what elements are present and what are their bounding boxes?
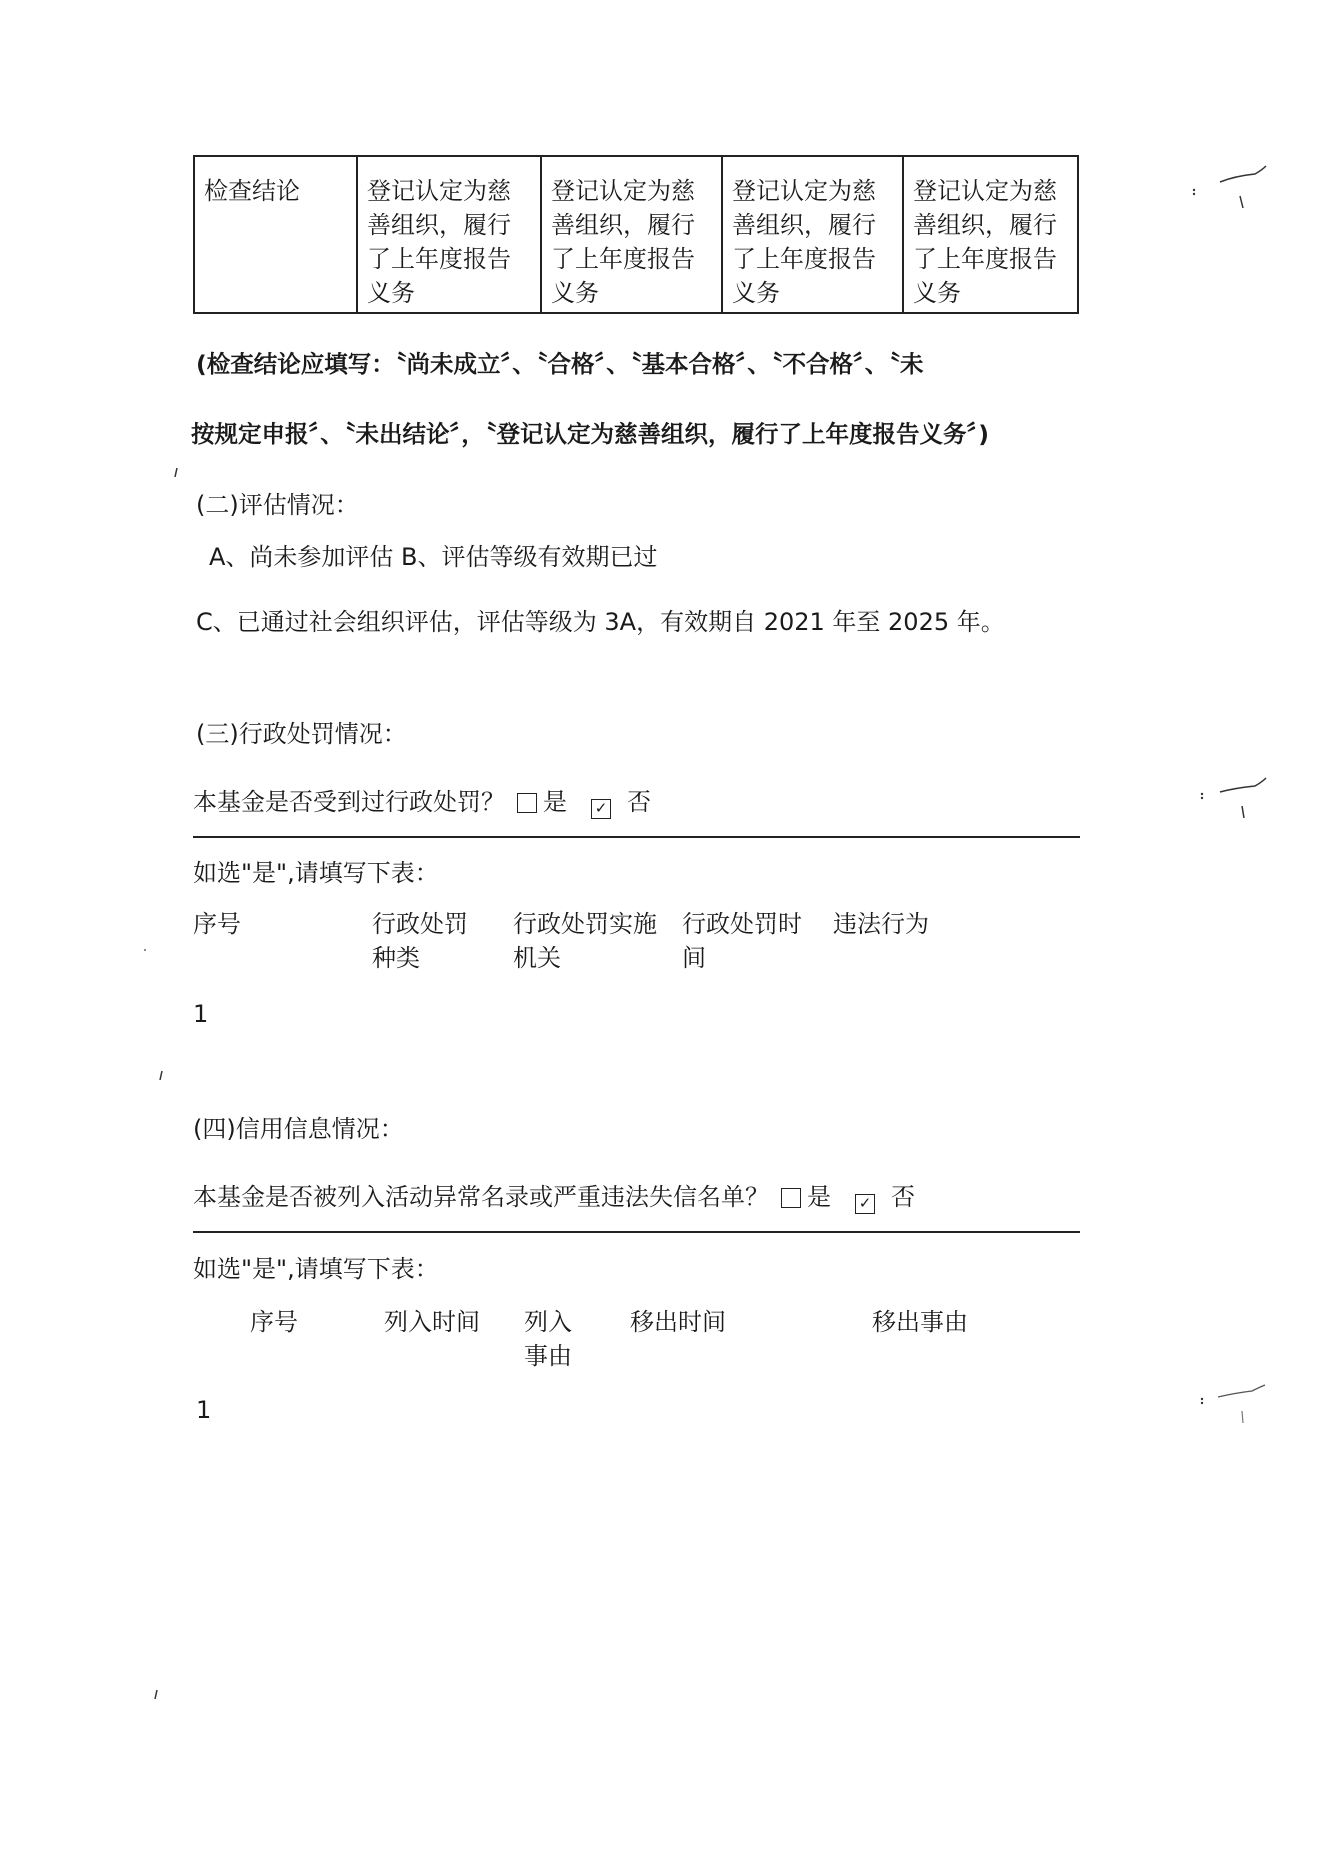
column-header: 序号 [193, 910, 241, 938]
scan-mark [1180, 1375, 1270, 1435]
evaluation-option-ab: A、尚未参加评估 B、评估等级有效期已过 [209, 543, 658, 571]
divider [193, 836, 1080, 838]
conclusion-label: 检查结论 [194, 156, 357, 313]
column-header: 移出时间 [630, 1308, 726, 1336]
scan-mark [150, 1687, 162, 1707]
penalty-question-row [193, 785, 651, 819]
penalty-yes-checkbox[interactable] [517, 793, 537, 813]
conclusion-cell: 登记认定为慈善组织，履行了上年度报告义务 [722, 156, 903, 313]
credit-yes-checkbox[interactable] [781, 1188, 801, 1208]
credit-no-label: 否 [891, 1183, 915, 1211]
conclusion-cell: 登记认定为慈善组织，履行了上年度报告义务 [903, 156, 1078, 313]
column-header: 列入事由 [524, 1308, 572, 1370]
penalty-yes-label: 是 [543, 788, 567, 816]
conclusion-cell: 登记认定为慈善组织，履行了上年度报告义务 [541, 156, 722, 313]
scan-mark [140, 945, 150, 955]
scan-mark [1180, 160, 1270, 220]
credit-question-row [193, 1180, 915, 1214]
conclusion-table [193, 155, 1079, 314]
scan-mark [1180, 770, 1270, 830]
penalty-question: 本基金是否受到过行政处罚？ [193, 788, 505, 816]
penalty-instruction: 如选"是",请填写下表： [193, 859, 439, 887]
penalty-no-checkbox[interactable]: ✓ [591, 799, 611, 819]
table-row [194, 156, 1078, 313]
credit-heading: (四)信用信息情况： [193, 1115, 404, 1143]
evaluation-heading: (二)评估情况： [196, 491, 359, 519]
scan-mark [170, 465, 182, 485]
credit-question: 本基金是否被列入活动异常名录或严重违法失信名单？ [193, 1183, 769, 1211]
column-header: 行政处罚时间 [682, 910, 802, 972]
penalty-row-index: 1 [193, 1000, 209, 1028]
column-header: 移出事由 [872, 1308, 968, 1336]
column-header: 列入时间 [384, 1308, 480, 1336]
column-header: 行政处罚种类 [372, 910, 468, 972]
column-header: 违法行为 [833, 910, 929, 938]
evaluation-option-c: C、已通过社会组织评估，评估等级为 3A，有效期自 2021 年至 2025 年。 [196, 608, 1005, 636]
divider [193, 1231, 1080, 1233]
credit-instruction: 如选"是",请填写下表： [193, 1255, 439, 1283]
column-header: 序号 [250, 1308, 298, 1336]
penalty-heading: (三)行政处罚情况： [196, 720, 407, 748]
credit-row-index: 1 [196, 1396, 212, 1424]
penalty-no-label: 否 [627, 788, 651, 816]
scan-mark [155, 1068, 167, 1088]
note-line-1: (检查结论应填写：〝尚未成立〞、〝合格〞、〝基本合格〞、〝不合格〞、〝未 [196, 350, 924, 378]
note-line-2: 按规定申报〞、〝未出结论〞，〝登记认定为慈善组织，履行了上年度报告义务〞) [191, 420, 989, 448]
credit-yes-label: 是 [807, 1183, 831, 1211]
credit-no-checkbox[interactable]: ✓ [855, 1194, 875, 1214]
column-header: 行政处罚实施机关 [513, 910, 657, 972]
conclusion-cell: 登记认定为慈善组织，履行了上年度报告义务 [357, 156, 541, 313]
